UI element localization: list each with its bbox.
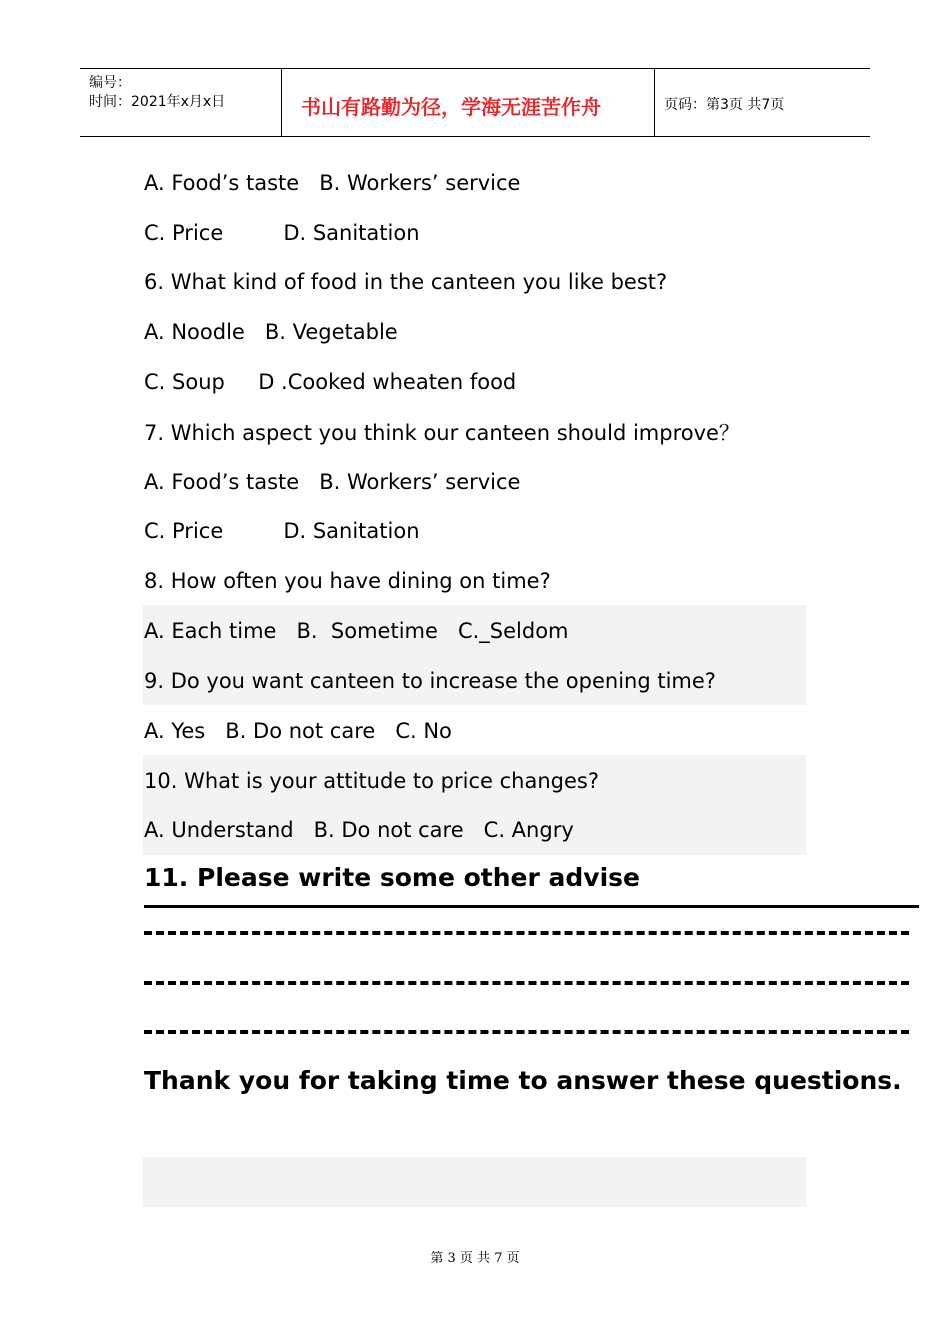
answer-dash-line bbox=[144, 931, 909, 935]
answer-options-line: A. Food’s taste B. Workers’ service bbox=[144, 470, 521, 494]
answer-options-line: C. Price D. Sanitation bbox=[144, 519, 420, 543]
question-line: 10. What is your attitude to price changes? bbox=[144, 769, 599, 793]
thanks-text: Thank you for taking time to answer these questions. bbox=[144, 1066, 902, 1095]
number-label: 编号： bbox=[89, 75, 131, 91]
page-number-label: 页码：第3页 共7页 bbox=[664, 97, 785, 113]
answer-underline bbox=[144, 905, 919, 908]
date-label: 时间：2021年x月x日 bbox=[89, 94, 226, 110]
question-line: 6. What kind of food in the canteen you like best? bbox=[144, 270, 668, 294]
question-line: 9. Do you want canteen to increase the opening time? bbox=[144, 669, 716, 693]
header-motto-cell bbox=[281, 69, 655, 136]
question-line: 7. Which aspect you think our canteen should improve？ bbox=[144, 421, 740, 445]
page-header bbox=[80, 68, 870, 137]
motto-text: 书山有路勤为径，学海无涯苦作舟 bbox=[301, 95, 601, 119]
answer-dash-line bbox=[144, 981, 909, 985]
header-page-cell bbox=[655, 69, 870, 136]
answer-options-line: A. Food’s taste B. Workers’ service bbox=[144, 171, 521, 195]
answer-options-line: C. Soup D .Cooked wheaten food bbox=[144, 370, 517, 394]
header-info-cell bbox=[80, 69, 282, 136]
page-footer: 第 3 页 共 7 页 bbox=[430, 1251, 520, 1266]
answer-options-line: C. Price D. Sanitation bbox=[144, 221, 420, 245]
answer-options-line: A. Noodle B. Vegetable bbox=[144, 320, 398, 344]
answer-options-line: A. Each time B. Sometime C._Seldom bbox=[144, 619, 569, 643]
answer-options-line: A. Yes B. Do not care C. No bbox=[144, 719, 452, 743]
answer-dash-line bbox=[144, 1030, 909, 1034]
question-line: 8. How often you have dining on time? bbox=[144, 569, 551, 593]
shaded-band bbox=[143, 1157, 806, 1207]
answer-options-line: A. Understand B. Do not care C. Angry bbox=[144, 818, 574, 842]
question-11-heading: 11. Please write some other advise bbox=[144, 863, 640, 892]
